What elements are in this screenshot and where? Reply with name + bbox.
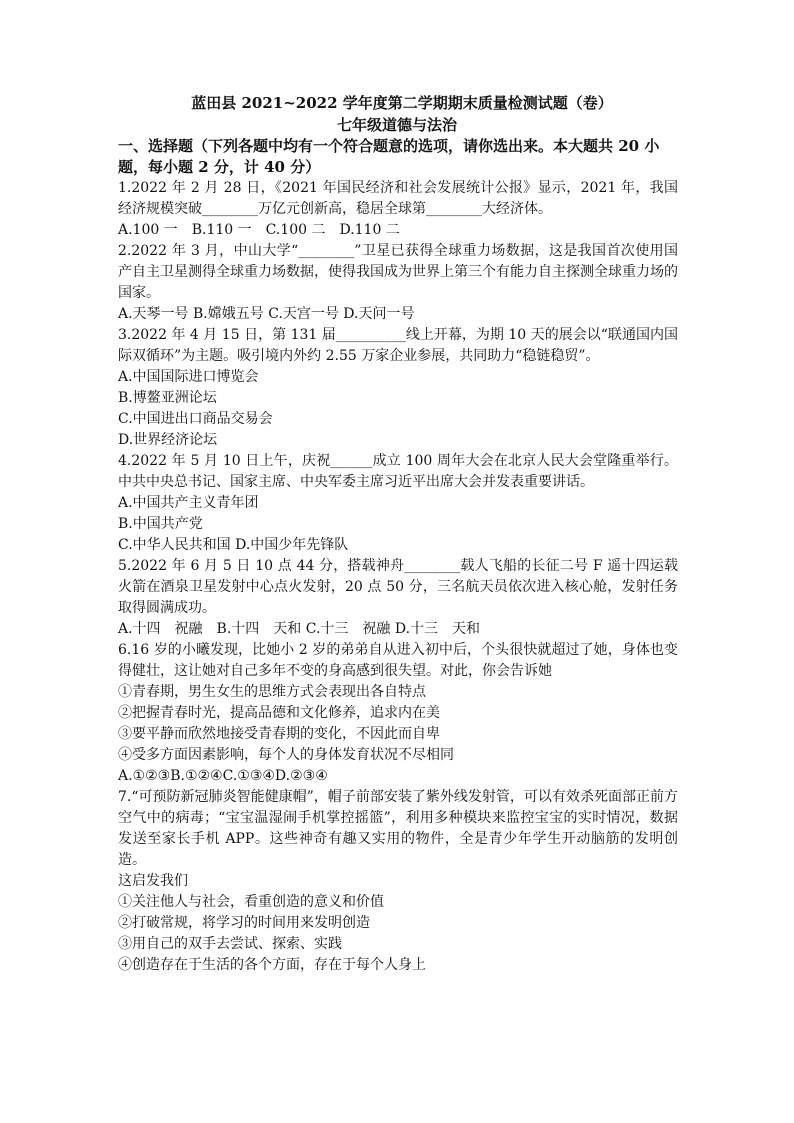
question-option-line: ③要平静而欣然地接受青春期的变化，不因此而自卑 — [118, 726, 440, 742]
question-option-line: A.中国国际进口博览会 — [118, 369, 259, 385]
question-option-line: ②打破常规，将学习的时间用来发明创造 — [118, 915, 370, 931]
question-option-line: B.博鳌亚洲论坛 — [118, 390, 217, 406]
question-option-line: A.①②③B.①②④C.①③④D.②③④ — [118, 768, 328, 784]
question-stem: 5.2022 年 6 月 5 日 10 点 44 分，搭载神舟________载人飞船的长征二号 F 遥十四运载火箭在酒泉卫星发射中心点火发射，20 点 50 分，三名航天员依次进入核心舱，发射任务取得圆满成功。 — [118, 558, 678, 616]
question-option-line: D.世界经济论坛 — [118, 432, 218, 448]
question-list — [118, 178, 678, 976]
question-option-line: ①关注他人与社会，看重创造的意义和价值 — [118, 894, 384, 910]
question-option-line: A.中国共产主义青年团 — [118, 495, 259, 511]
question-option-line: C.中华人民共和国 D.中国少年先锋队 — [118, 537, 349, 553]
question-option-line: C.中国进出口商品交易会 — [118, 411, 273, 427]
exam-subtitle: 七年级道德与法治 — [336, 116, 457, 134]
question-option-line: 这启发我们 — [118, 873, 188, 889]
question-item — [118, 325, 678, 451]
question-stem: 4.2022 年 5 月 10 日上午，庆祝______成立 100 周年大会在北京人民大会堂隆重举行。中共中央总书记、国家主席、中央军委主席习近平出席大会并发表重要讲话。 — [118, 453, 678, 490]
question-item — [118, 178, 678, 241]
question-option-line: A.十四 祝融 B.十四 天和 C.十三 祝融 D.十三 天和 — [118, 621, 481, 637]
question-item — [118, 241, 678, 325]
question-item — [118, 556, 678, 640]
question-option-line: A.天琴一号 B.嫦娥五号 C.天宫一号 D.天问一号 — [118, 306, 415, 322]
question-stem: 6.16 岁的小曦发现，比她小 2 岁的弟弟自从进入初中后，个头很快就超过了她，身体也变得健壮，这让她对自己多年不变的身高感到很失望。对此，你会告诉她 — [118, 642, 678, 679]
question-option-line: B.中国共产党 — [118, 516, 203, 532]
question-item — [118, 787, 678, 976]
exam-page — [0, 92, 794, 976]
question-option-line: ②把握青春时光，提高品德和文化修养，追求内在美 — [118, 705, 440, 721]
question-item — [118, 640, 678, 787]
section-heading: 一、选择题（下列各题中均有一个符合题意的选项，请你选出来。本大题共 20 小题，每小题 2 分，计 40 分） — [118, 137, 660, 176]
question-section — [118, 136, 678, 976]
question-stem: 1.2022 年 2 月 28 日，《2021 年国民经济和社会发展统计公报》显示，2021 年，我国经济规模突破________万亿元创新高，稳居全球第________大经济体。 — [118, 180, 678, 217]
question-option-line: ④受多方面因素影响，每个人的身体发育状况不尽相同 — [118, 747, 454, 763]
question-stem: 3.2022 年 4 月 15 日，第 131 届__________线上开幕，为期 10 天的展会以“联通国内国际双循环”为主题。吸引境内外约 2.55 万家企业参展，共同助力“稳链稳贸”。 — [118, 327, 678, 364]
question-item — [118, 451, 678, 556]
exam-title: 蓝田县 2021~2022 学年度第二学期期末质量检测试题（卷） — [191, 94, 613, 112]
question-option-line: ④创造存在于生活的各个方面，存在于每个人身上 — [118, 957, 426, 973]
question-stem: 2.2022 年 3 月，中山大学“________”卫星已获得全球重力场数据，这是我国首次使用国产自主卫星测得全球重力场数据，使得我国成为世界上第三个有能力自主探测全球重力场的国家。 — [118, 243, 678, 301]
question-option-line: ①青春期，男生女生的思维方式会表现出各自特点 — [118, 684, 426, 700]
question-option-line: A.100 一 B.110 一 C.100 二 D.110 二 — [118, 222, 400, 238]
question-stem: 7.“可预防新冠肺炎智能健康帽”，帽子前部安装了紫外线发射管，可以有效杀死面部正前方空气中的病毒；“宝宝温湿闹手机掌控摇篮”，利用多种模块来监控宝宝的实时情况，数据发送至家长手机 APP。这些神奇有趣又实用的物件，全是青少年学生开动脑筋的发明创造。 — [118, 789, 678, 868]
question-option-line: ③用自己的双手去尝试、探索、实践 — [118, 936, 342, 952]
